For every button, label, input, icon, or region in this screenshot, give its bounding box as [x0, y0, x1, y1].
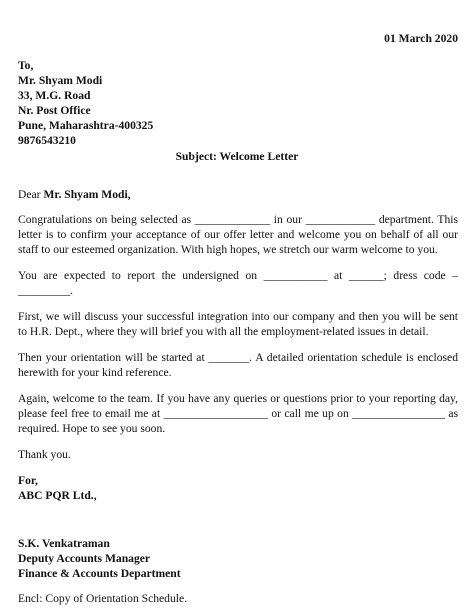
signatory-department: Finance & Accounts Department [18, 567, 181, 580]
closing-company: ABC PQR Ltd., [18, 489, 97, 502]
recipient-phone: 9876543210 [18, 134, 76, 147]
paragraph-thanks: Thank you. [18, 448, 71, 461]
paragraph-integration: First, we will discuss your successful integration into our company and then you will be sent to H.R. Dept., where they will brief you with all the employment-related issues in detail. [18, 310, 458, 339]
paragraph-report: You are expected to report the undersigned on ___________ at ______; dress code – _________. [18, 269, 458, 298]
signatory-name: S.K. Venkatraman [18, 537, 110, 550]
salutation-prefix: Dear [18, 188, 44, 201]
letter-date: 01 March 2020 [384, 32, 458, 45]
closing-for: For, [18, 474, 38, 487]
paragraph-orientation: Then your orientation will be started at _______. A detailed orientation schedule is enclosed herewith for your kind reference. [18, 351, 458, 380]
recipient-name: Mr. Shyam Modi [18, 74, 103, 87]
recipient-address-line-2: Nr. Post Office [18, 104, 91, 117]
paragraph-again: Again, welcome to the team. If you have any queries or questions prior to your reporting day, please feel free to email me at __________________ or call me up on ________________ as required. Hope to see you soon. [18, 392, 458, 436]
paragraph-congratulations: Congratulations on being selected as _____________ in our ____________ department. This letter is to confirm your acceptance of our offer letter and welcome you on behalf of all our staff to our esteemed organization. With high hopes, we stretch our warm welcome to you. [18, 213, 458, 257]
recipient-address-line-1: 33, M.G. Road [18, 89, 91, 102]
signatory-title: Deputy Accounts Manager [18, 552, 151, 565]
enclosure-note: Encl: Copy of Orientation Schedule. [18, 592, 188, 605]
salutation [18, 187, 131, 202]
salutation-name: Mr. Shyam Modi, [43, 188, 131, 201]
letter-subject: Subject: Welcome Letter [175, 150, 299, 163]
recipient-to: To, [18, 59, 34, 72]
recipient-city: Pune, Maharashtra-400325 [18, 119, 154, 132]
